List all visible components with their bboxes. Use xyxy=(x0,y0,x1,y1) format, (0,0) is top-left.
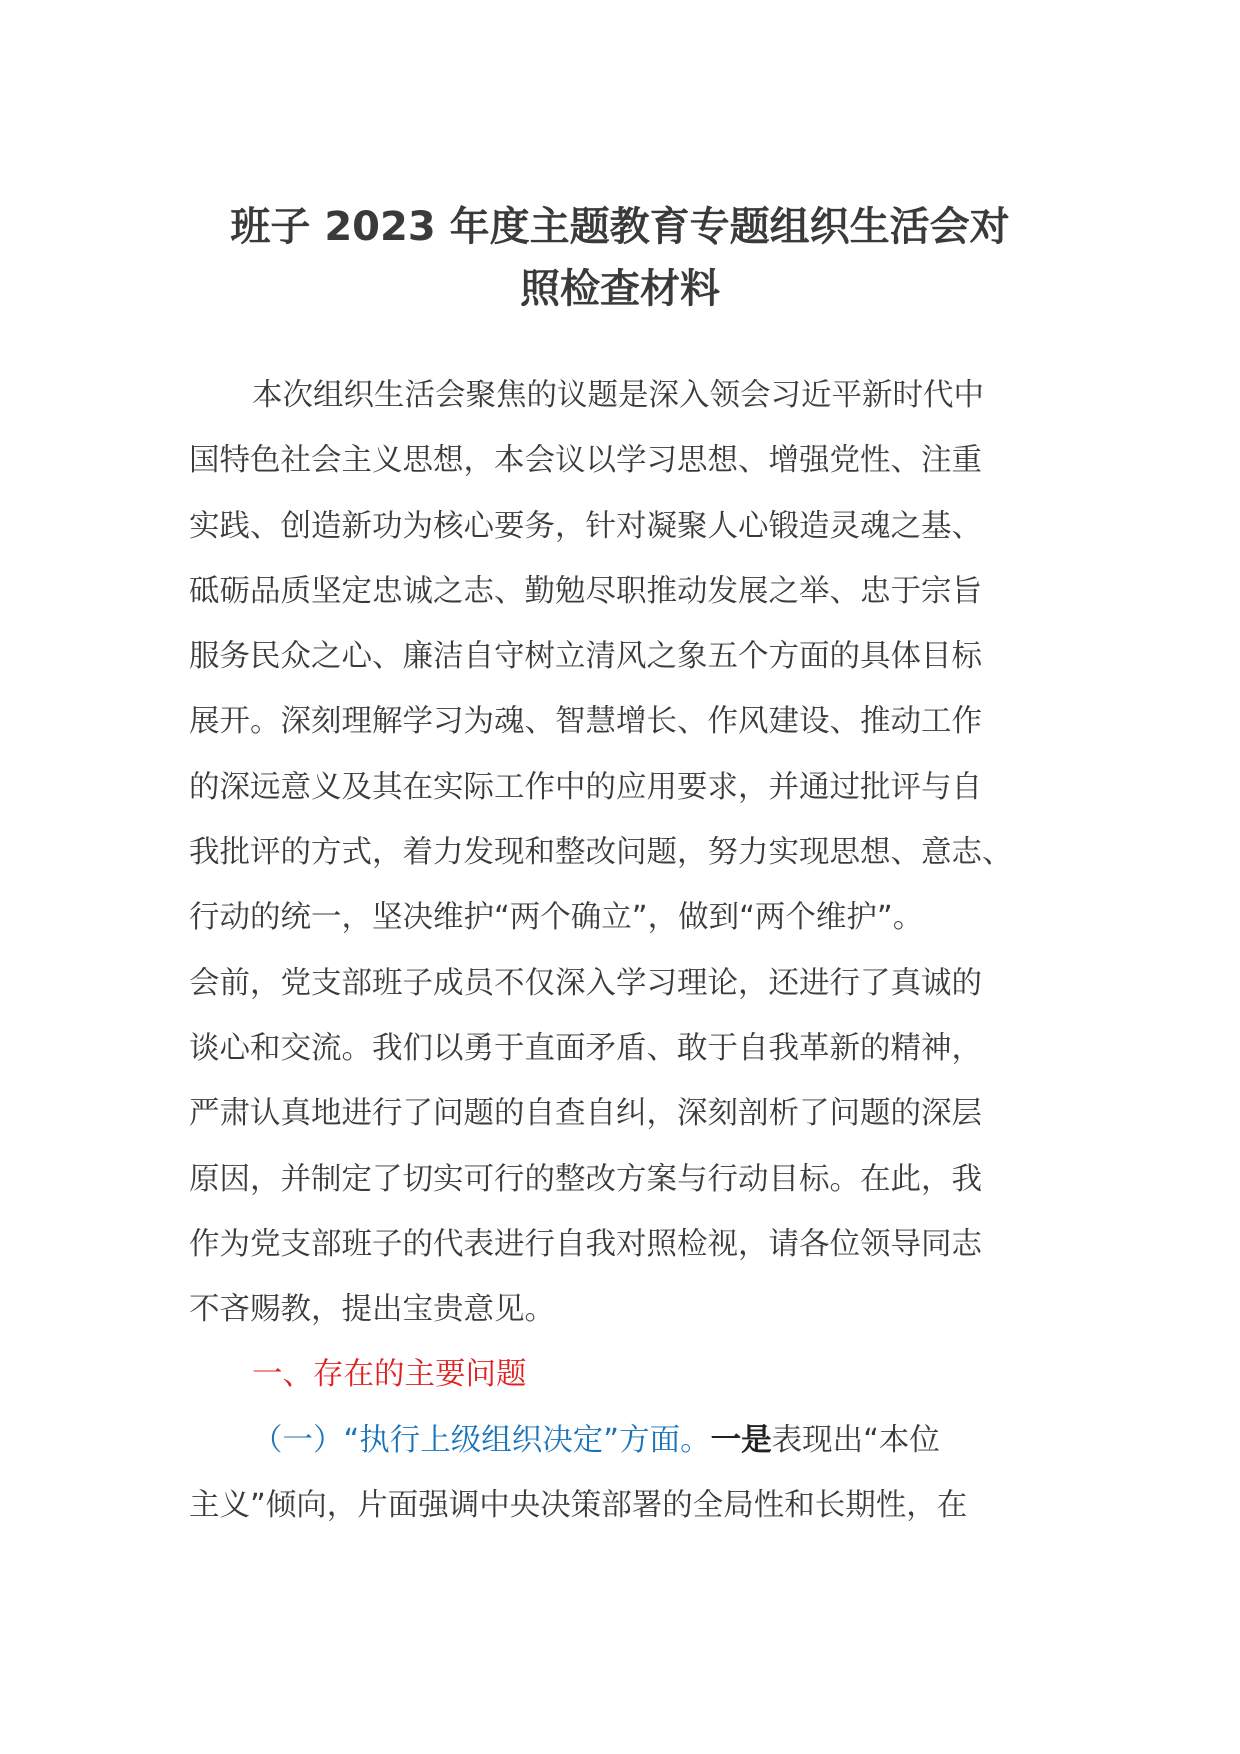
intro-line: 谈心和交流。我们以勇于直面矛盾、敢于自我革新的精神， xyxy=(189,1030,982,1066)
intro-line: 原因，并制定了切实可行的整改方案与行动目标。在此，我 xyxy=(189,1161,982,1197)
intro-line: 本次组织生活会聚焦的议题是深入领会习近平新时代中 xyxy=(252,378,984,413)
intro-line: 展开。深刻理解学习为魂、智慧增长、作风建设、推动工作 xyxy=(189,704,982,740)
intro-line: 严肃认真地进行了问题的自查自纠，深刻剖析了问题的深层 xyxy=(189,1096,982,1132)
intro-line: 的深远意义及其在实际工作中的应用要求，并通过批评与自 xyxy=(189,769,982,805)
intro-line: 砥砺品质坚定忠诚之志、勤勉尽职推动发展之举、忠于宗旨 xyxy=(189,573,982,609)
intro-line: 作为党支部班子的代表进行自我对照检视，请各位领导同志 xyxy=(189,1226,982,1262)
intro-line: 实践、创造新功为核心要务，针对凝聚人心锻造灵魂之基、 xyxy=(189,508,982,544)
intro-line: 不吝赐教，提出宝贵意见。 xyxy=(189,1292,555,1328)
point-marker: 一是 xyxy=(710,1422,772,1458)
subsection-heading: （一）“执行上级组织决定”方面。 xyxy=(252,1422,711,1458)
title-line-1: 班子 2023 年度主题教育专题组织生活会对 xyxy=(230,204,1010,250)
intro-paragraph xyxy=(189,363,1049,1342)
subsection-text-line: 主义”倾向，片面强调中央决策部署的全局性和长期性，在 xyxy=(189,1488,968,1524)
intro-line: 会前，党支部班子成员不仅深入学习理论，还进行了真诚的 xyxy=(189,965,982,1001)
subsection-text: 表现出“本位 xyxy=(771,1422,940,1458)
intro-line: 国特色社会主义思想，本会议以学习思想、增强党性、注重 xyxy=(189,443,982,479)
intro-line: 行动的统一，坚决维护“两个确立”，做到“两个维护”。 xyxy=(189,900,924,936)
intro-line: 服务民众之心、廉洁自守树立清风之象五个方面的具体目标 xyxy=(189,639,982,675)
title-line-2: 照检查材料 xyxy=(520,266,720,312)
intro-line: 我批评的方式，着力发现和整改问题，努力实现思想、意志、 xyxy=(189,835,1013,871)
document-title xyxy=(180,196,1060,320)
subsection-line xyxy=(189,1408,1049,1473)
section-heading: 一、存在的主要问题 xyxy=(252,1357,527,1393)
document-body xyxy=(189,363,1049,1538)
